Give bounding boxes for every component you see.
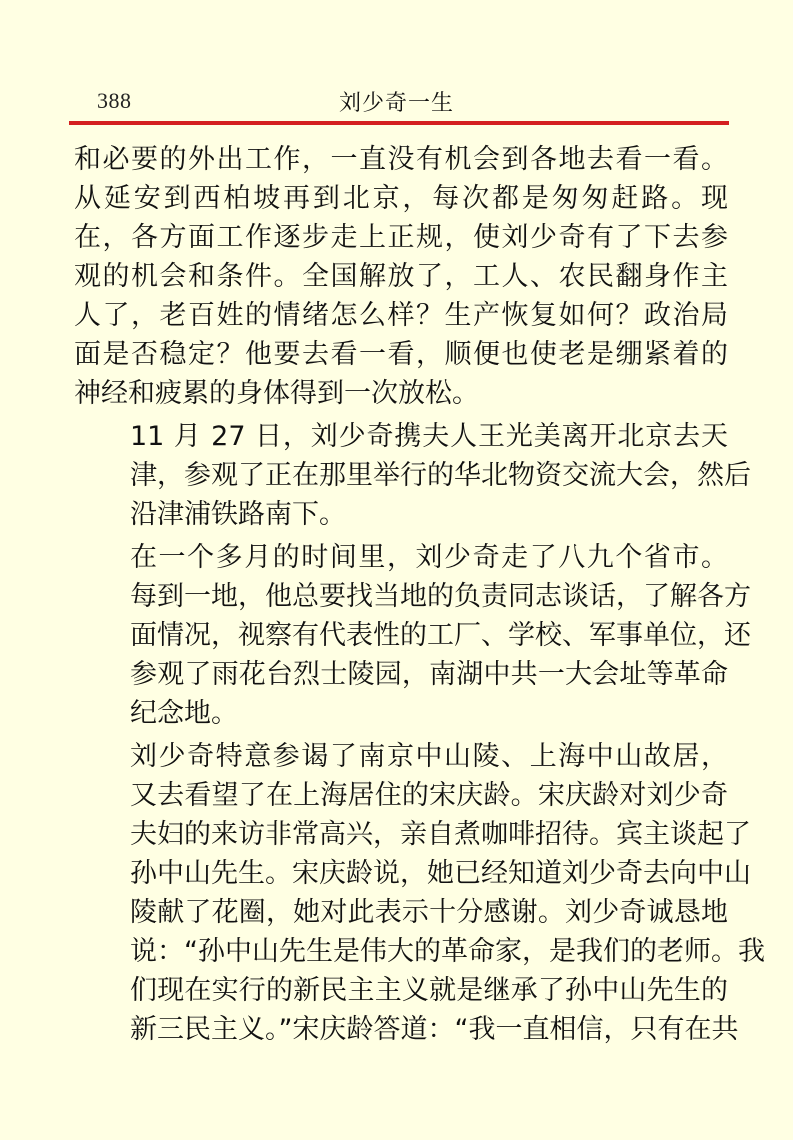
text-line: 参观了雨花台烈士陵园，南湖中共一大会址等革命	[130, 659, 728, 690]
text-line: 孙中山先生。宋庆龄说，她已经知道刘少奇去向中山	[130, 858, 751, 889]
text-line: 观的机会和条件。全国解放了，工人、农民翻身作主	[74, 261, 728, 292]
text-line: 说：“孙中山先生是伟大的革命家，是我们的老师。我	[130, 936, 765, 967]
text-line: 新三民主义。”宋庆龄答道：“我一直相信，只有在共	[130, 1014, 739, 1045]
text-line: 又去看望了在上海居住的宋庆龄。宋庆龄对刘少奇	[130, 780, 728, 811]
paragraph	[74, 737, 765, 1049]
text-line: 津，参观了正在那里举行的华北物资交流大会，然后	[130, 460, 751, 491]
text-line: 人了，老百姓的情绪怎么样？生产恢复如何？政治局	[74, 300, 728, 331]
text-line: 纪念地。	[130, 698, 238, 729]
text-line: 和必要的外出工作，一直没有机会到各地去看一看。	[74, 144, 728, 175]
text-line: 面情况，视察有代表性的工厂、学校、军事单位，还	[130, 620, 751, 651]
text-line: 11 月 27 日，刘少奇携夫人王光美离开北京去天	[130, 421, 728, 452]
text-line: 从延安到西柏坡再到北京，每次都是匆匆赶路。现	[74, 183, 728, 214]
page-header	[69, 84, 729, 120]
text-line: 们现在实行的新民主主义就是继承了孙中山先生的	[130, 975, 728, 1006]
text-line: 每到一地，他总要找当地的负责同志谈话，了解各方	[130, 581, 751, 612]
text-line: 刘少奇特意参谒了南京中山陵、上海中山故居，	[130, 741, 728, 772]
text-line: 夫妇的来访非常高兴，亲自煮咖啡招待。宾主谈起了	[130, 819, 751, 850]
text-line: 面是否稳定？他要去看一看，顺便也使老是绷紧着的	[74, 339, 728, 370]
text-line: 神经和疲累的身体得到一次放松。	[74, 378, 479, 409]
paragraph	[74, 417, 751, 534]
running-title: 刘少奇一生	[339, 91, 455, 116]
text-line: 在，各方面工作逐步走上正规，使刘少奇有了下去参	[74, 222, 728, 253]
text-line: 沿津浦铁路南下。	[130, 499, 346, 530]
paragraph	[74, 140, 728, 413]
page-number: 388	[97, 88, 132, 113]
header-rule	[69, 121, 729, 125]
text-line: 陵献了花圈，她对此表示十分感谢。刘少奇诚恳地	[130, 897, 728, 928]
text-line: 在一个多月的时间里，刘少奇走了八九个省市。	[130, 542, 728, 573]
paragraph	[74, 538, 751, 733]
body-text	[74, 140, 765, 1053]
